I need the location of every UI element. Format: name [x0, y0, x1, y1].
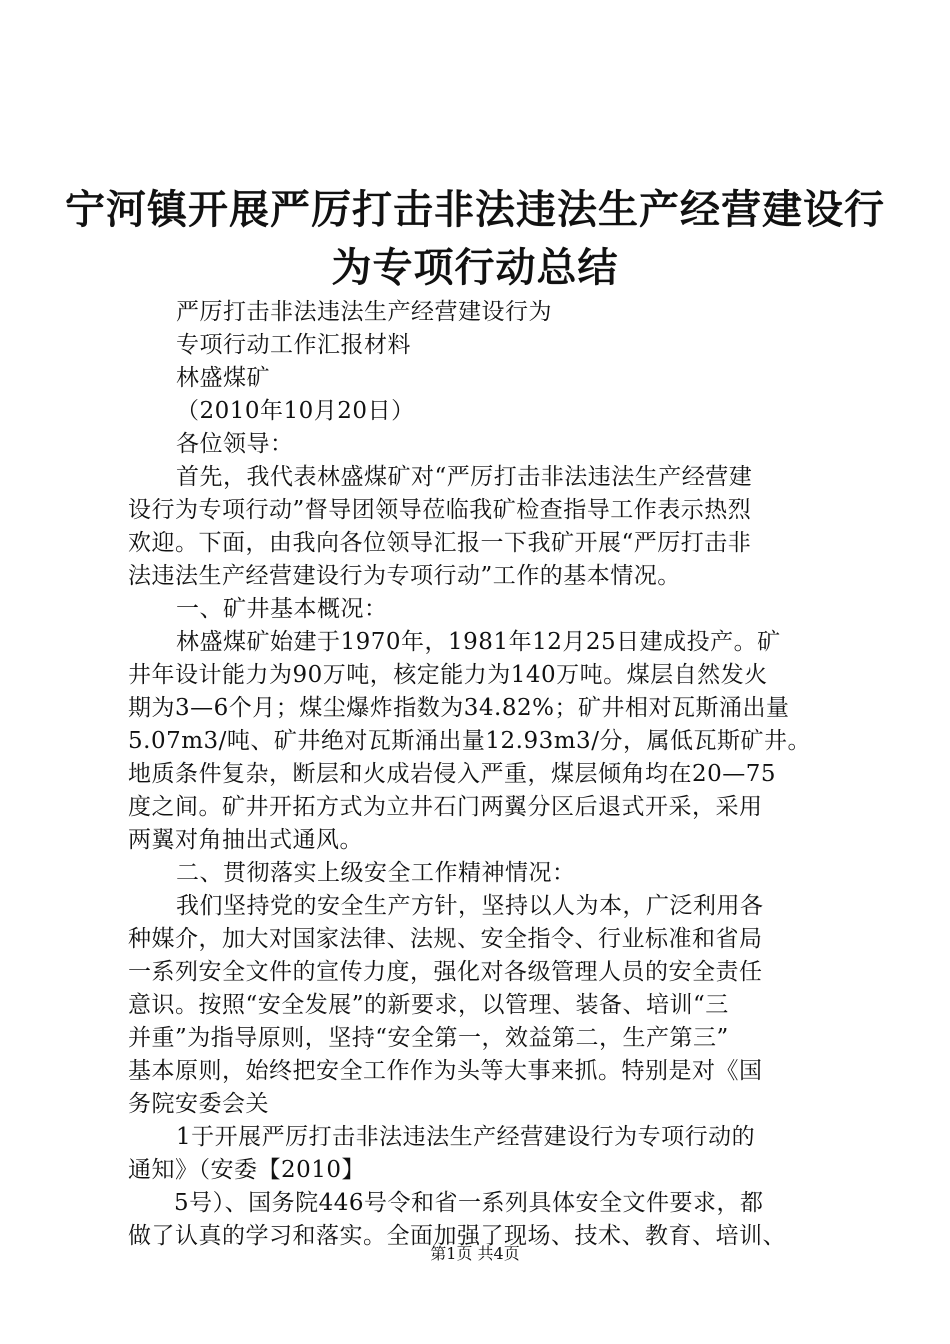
- body-line: 地质条件复杂，断层和火成岩侵入严重，煤层倾角均在20—75: [128, 761, 777, 787]
- body-line: 意识。按照“安全发展”的新要求，以管理、装备、培训“三: [128, 992, 729, 1018]
- body-line: 通知》（安委【2010】: [128, 1157, 366, 1183]
- body-line: 一系列安全文件的宣传力度，强化对各级管理人员的安全责任: [128, 959, 763, 985]
- page-footer: 第1页 共4页: [430, 1244, 520, 1263]
- body-line: 我们坚持党的安全生产方针，坚持以人为本，广泛利用各: [176, 893, 764, 919]
- body-line: 法违法生产经营建设行为专项行动”工作的基本情况。: [128, 563, 681, 589]
- body-line: 首先，我代表林盛煤矿对“严厉打击非法违法生产经营建: [176, 464, 753, 490]
- body-line: 做了认真的学习和落实。全面加强了现场、技术、教育、培训、: [128, 1223, 786, 1249]
- body-line: 设行为专项行动”督导团领导莅临我矿检查指导工作表示热烈: [128, 497, 752, 523]
- body-line: 种媒介，加大对国家法律、法规、安全指令、行业标准和省局: [128, 926, 763, 952]
- body-line: 并重”为指导原则，坚持“安全第一，效益第二，生产第三”: [128, 1025, 729, 1051]
- body-line: 欢迎。下面，由我向各位领导汇报一下我矿开展“严厉打击非: [128, 530, 752, 556]
- body-line: 度之间。矿井开拓方式为立井石门两翼分区后退式开采，采用: [128, 794, 763, 820]
- body-line: 5号）、国务院446号令和省一系列具体安全文件要求，都: [174, 1190, 764, 1216]
- body-line: 1于开展严厉打击非法违法生产经营建设行为专项行动的: [176, 1124, 756, 1150]
- body-line: 务院安委会关: [128, 1091, 269, 1117]
- body-line: 专项行动工作汇报材料: [176, 332, 411, 358]
- body-line: 严厉打击非法违法生产经营建设行为: [176, 299, 552, 325]
- body-line: 基本原则，始终把安全工作作为头等大事来抓。特别是对《国: [128, 1058, 763, 1084]
- document-title-line-1: 宁河镇开展严厉打击非法违法生产经营建设行: [65, 187, 885, 233]
- body-line: 林盛煤矿始建于1970年，1981年12月25日建成投产。矿: [176, 629, 781, 655]
- body-line: 林盛煤矿: [176, 365, 270, 391]
- body-line: （2010年10月20日）: [176, 398, 415, 424]
- body-line: 一、矿井基本概况：: [176, 596, 388, 622]
- body-line: 两翼对角抽出式通风。: [128, 827, 363, 853]
- body-line: 二、贯彻落实上级安全工作精神情况：: [176, 860, 576, 886]
- document-body: [128, 296, 840, 1253]
- body-line: 井年设计能力为90万吨，核定能力为140万吨。煤层自然发火: [128, 662, 768, 688]
- document-title-line-2: 为专项行动总结: [331, 245, 619, 291]
- body-line: 5.07m3/吨、矿井绝对瓦斯涌出量12.93m3/分，属低瓦斯矿井。: [128, 728, 811, 754]
- body-line: 期为3—6个月；煤尘爆炸指数为34.82%；矿井相对瓦斯涌出量: [128, 695, 790, 721]
- body-line: 各位领导：: [176, 431, 294, 457]
